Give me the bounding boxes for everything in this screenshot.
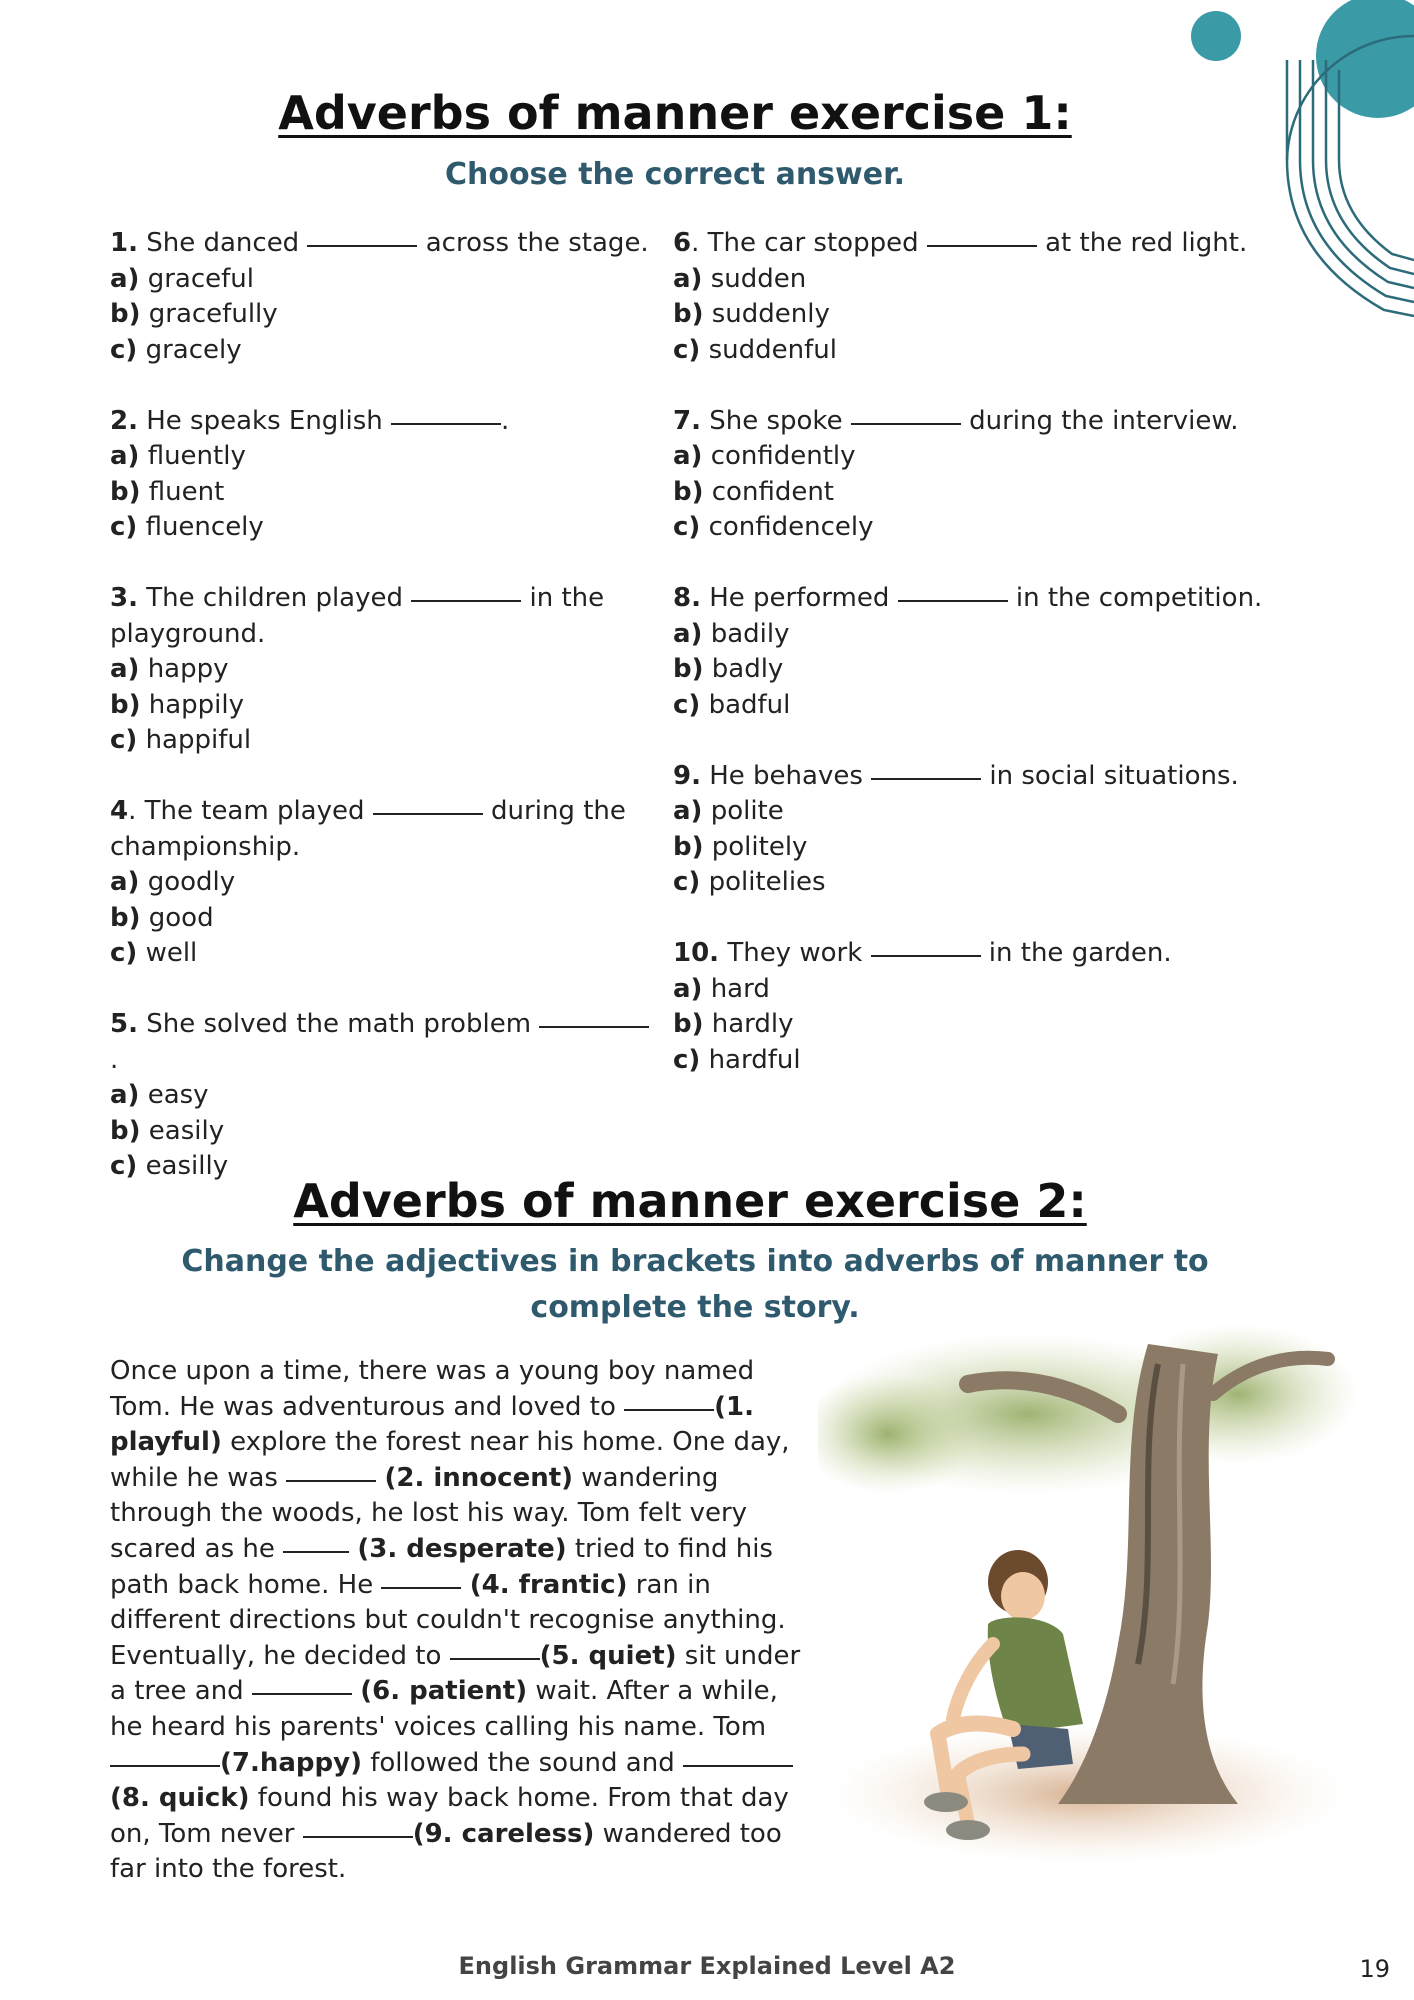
page-number: 19: [1359, 1955, 1390, 1983]
answer-blank[interactable]: [373, 812, 483, 815]
answer-blank[interactable]: [539, 1025, 649, 1028]
option-c[interactable]: c) gracely: [110, 334, 242, 365]
option-a[interactable]: a) hard: [673, 973, 770, 1004]
boy-under-tree-illustration: [818, 1324, 1358, 1884]
option-a[interactable]: a) goodly: [110, 867, 236, 897]
option-a[interactable]: a) polite: [673, 796, 784, 826]
option-c[interactable]: c) happiful: [110, 725, 252, 755]
answer-blank[interactable]: [110, 1764, 220, 1767]
option-a[interactable]: a) confidently: [673, 441, 856, 471]
question-2: 2. He speaks English . a) fluently b) fluent c) fluencely: [110, 404, 650, 546]
question-8: 8. He performed in the competition. a) badily b) badly c) badful: [673, 581, 1293, 723]
exercise1-title: Adverbs of manner exercise 1:: [278, 86, 1072, 140]
story-paragraph: Once upon a time, there was a young boy named Tom. He was adventurous and loved to (1. playful) explore the forest near his home. One day, while he was (2. innocent) wandering through the woods, he lost his way. Tom felt very scared as he (3. desperate) tried to find his path back home. He (4. frantic) ran in different directions but couldn't recognise anything. Eventually, he decided to (5. quiet) sit under a tree and (6. patient) wait. After a while, he heard his parents' voices calling his name. Tom (7.happy) followed the sound and (8. quick) found his way back home. From that day on, Tom never (9. careless) wandered too far into the forest.: [110, 1356, 801, 1885]
answer-blank[interactable]: [898, 599, 1008, 602]
option-b[interactable]: b) badly: [673, 654, 784, 684]
book-title-footer: English Grammar Explained Level A2: [458, 1952, 956, 1980]
question-3: 3. The children played in the playground. a) happy b) happily c) happiful: [110, 581, 650, 759]
exercise1-instruction: Choose the correct answer.: [444, 157, 906, 192]
option-c[interactable]: c) politelies: [673, 867, 826, 897]
answer-blank[interactable]: [683, 1764, 793, 1767]
question-1: 1. She danced across the stage. a) graceful b) gracefully c) gracely: [110, 226, 650, 368]
option-b[interactable]: b) politely: [673, 831, 808, 862]
questions-right-column: [673, 226, 1293, 1078]
answer-blank[interactable]: [283, 1550, 349, 1553]
option-b[interactable]: b) gracefully: [110, 299, 278, 329]
answer-blank[interactable]: [303, 1835, 413, 1838]
option-c[interactable]: c) well: [110, 938, 198, 968]
answer-blank[interactable]: [381, 1586, 461, 1589]
question-7: 7. She spoke during the interview. a) confidently b) confident c) confidencely: [673, 404, 1293, 546]
option-a[interactable]: a) graceful: [110, 263, 254, 294]
answer-blank[interactable]: [391, 422, 501, 425]
option-b[interactable]: b) easily: [110, 1115, 225, 1146]
option-b[interactable]: b) confident: [673, 476, 834, 507]
option-b[interactable]: b) suddenly: [673, 299, 830, 329]
option-a[interactable]: a) badily: [673, 618, 790, 649]
option-c[interactable]: c) fluencely: [110, 512, 264, 542]
question-4: 4. The team played during the championship. a) goodly b) good c) well: [110, 794, 650, 972]
answer-blank[interactable]: [871, 777, 981, 780]
question-10: 10. They work in the garden. a) hard b) hardly c) hardful: [673, 936, 1293, 1078]
answer-blank[interactable]: [286, 1479, 376, 1482]
option-a[interactable]: a) happy: [110, 654, 229, 684]
exercise2-title: Adverbs of manner exercise 2:: [293, 1174, 1087, 1228]
option-c[interactable]: c) suddenful: [673, 334, 837, 365]
question-5: 5. She solved the math problem . a) easy b) easily c) easilly: [110, 1007, 650, 1185]
option-b[interactable]: b) happily: [110, 689, 245, 720]
answer-blank[interactable]: [624, 1408, 714, 1411]
answer-blank[interactable]: [307, 244, 417, 247]
option-c[interactable]: c) badful: [673, 689, 791, 720]
option-c[interactable]: c) confidencely: [673, 512, 874, 542]
answer-blank[interactable]: [851, 422, 961, 425]
answer-blank[interactable]: [450, 1657, 540, 1660]
option-c[interactable]: c) easilly: [110, 1151, 229, 1181]
option-b[interactable]: b) good: [110, 902, 214, 933]
option-b[interactable]: b) fluent: [110, 476, 225, 507]
answer-blank[interactable]: [871, 954, 981, 957]
question-6: 6. The car stopped at the red light. a) sudden b) suddenly c) suddenful: [673, 226, 1293, 368]
option-b[interactable]: b) hardly: [673, 1009, 794, 1039]
option-a[interactable]: a) sudden: [673, 263, 807, 294]
option-c[interactable]: c) hardful: [673, 1044, 801, 1075]
option-a[interactable]: a) fluently: [110, 441, 246, 471]
answer-blank[interactable]: [252, 1692, 352, 1695]
answer-blank[interactable]: [927, 244, 1037, 247]
option-a[interactable]: a) easy: [110, 1080, 209, 1110]
questions-left-column: [110, 226, 650, 1185]
question-9: 9. He behaves in social situations. a) polite b) politely c) politelies: [673, 759, 1293, 901]
exercise2-instruction: Change the adjectives in brackets into adverbs of manner to complete the story.: [181, 1244, 1209, 1325]
answer-blank[interactable]: [411, 599, 521, 602]
